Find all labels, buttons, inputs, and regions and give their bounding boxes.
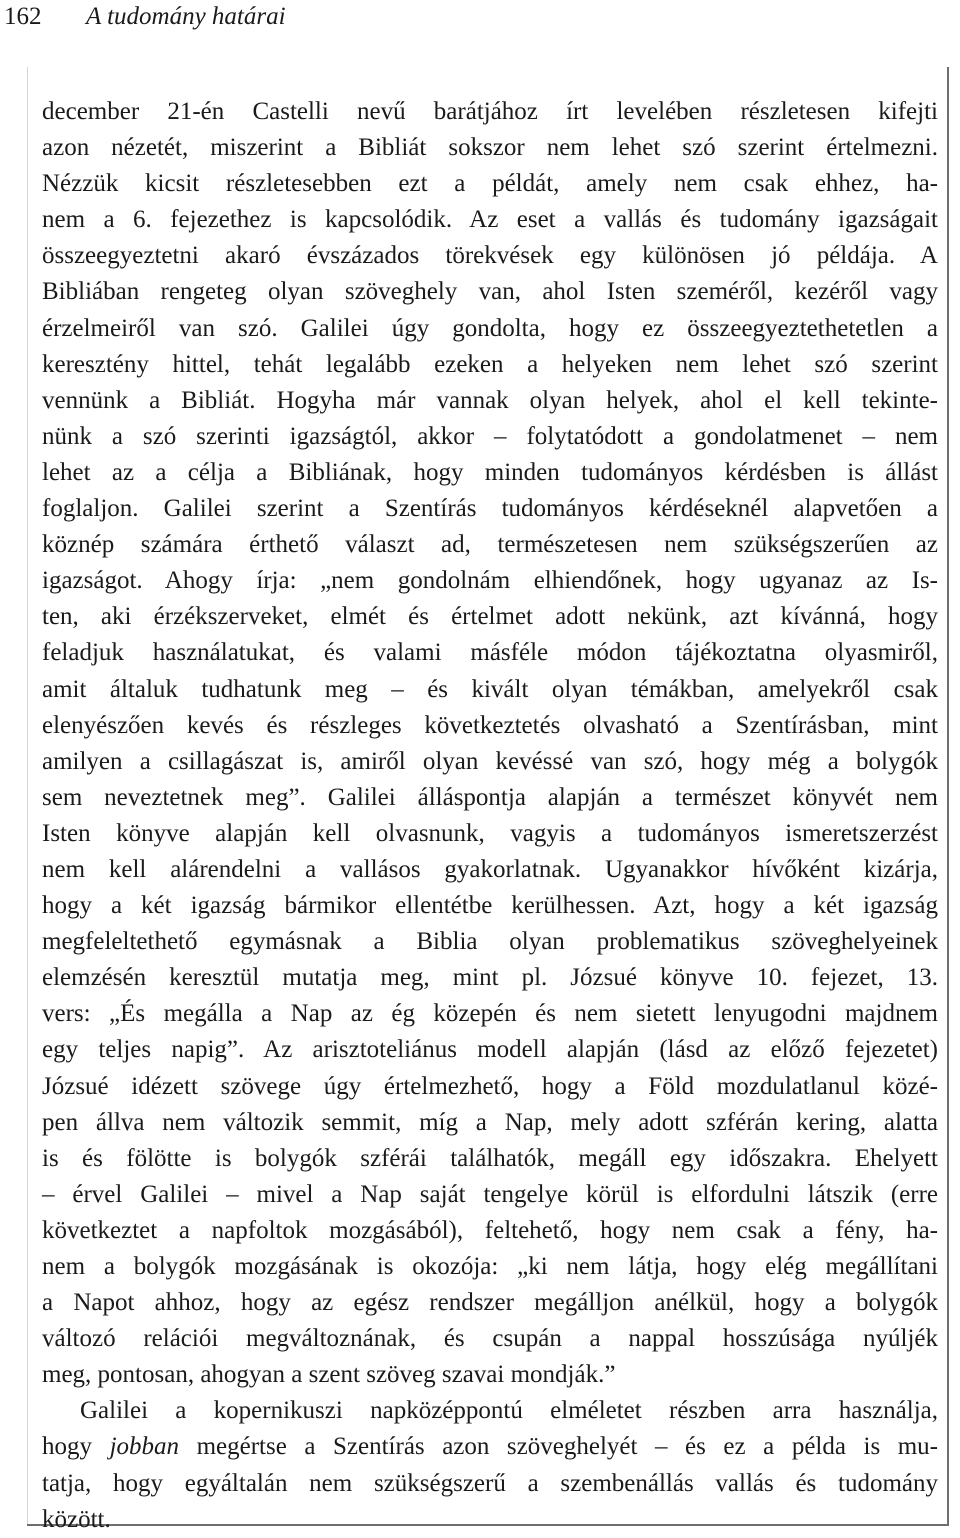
- page-number: 162: [4, 3, 42, 30]
- text-line: vennünk a Bibliát. Hogyha már vannak olyan helyek, ahol el kell tekinte-: [42, 386, 938, 414]
- text-line: következtet a napfoltok mozgásából), feltehető, hogy nem csak a fény, ha-: [42, 1216, 938, 1244]
- text-line: tatja, hogy egyáltalán nem szükségszerű a szembenállás vallás és tudomány: [42, 1469, 938, 1497]
- text-line: köznép számára érthető választ ad, természetesen nem szükségszerűen az: [42, 531, 938, 559]
- text-line: Nézzük kicsit részletesebben ezt a példát, amely nem csak ehhez, ha-: [42, 170, 938, 198]
- text-line: Galilei a kopernikuszi napközéppontú elméletet részben arra használja,: [80, 1397, 938, 1425]
- text-line: összeegyeztetni akaró évszázados törekvések egy különösen jó példája. A: [42, 242, 938, 270]
- text-line: lehet az a célja a Bibliának, hogy minden tudományos kérdésben is állást: [42, 458, 938, 486]
- text-line: nünk a szó szerinti igazságtól, akkor – folytatódott a gondolatmenet – nem: [42, 422, 938, 450]
- text-frame: [27, 67, 949, 1533]
- text-line: igazságot. Ahogy írja: „nem gondolnám elhiendőnek, hogy ugyanaz az Is-: [42, 567, 938, 595]
- text-line: megfeleltethető egymásnak a Biblia olyan problematikus szöveghelyeinek: [42, 928, 938, 956]
- text-line: feladjuk használatukat, és valami másféle módon tájékoztatna olyasmiről,: [42, 639, 938, 667]
- text-line: [42, 1429, 938, 1465]
- text-line: vers: „És megálla a Nap az ég közepén és nem sietett lenyugodni majdnem: [42, 1000, 938, 1028]
- text-line: – érvel Galilei – mivel a Nap saját tengelye körül is elfordulni látszik (erre: [42, 1180, 938, 1208]
- text-line: elenyészően kevés és részleges következtetés olvasható a Szentírásban, mint: [42, 711, 938, 739]
- text-line: Józsué idézett szövege úgy értelmezhető, hogy a Föld mozdulatlanul közé-: [42, 1072, 938, 1100]
- text-line: december 21-én Castelli nevű barátjához írt levelében részletesen kifejti: [42, 98, 938, 125]
- text-line: változó relációi megváltoznának, és csupán a nappal hosszúsága nyúljék: [42, 1325, 938, 1353]
- text-line: meg, pontosan, ahogyan a szent szöveg szavai mondják.”: [42, 1361, 616, 1389]
- text-line: pen állva nem változik semmit, míg a Nap, mely adott szférán kering, alatta: [42, 1108, 938, 1136]
- paragraph-2: [42, 1393, 938, 1537]
- text-line: amit általuk tudhatunk meg – és kivált olyan témákban, amelyekről csak: [42, 675, 938, 703]
- text-line: Isten könyve alapján kell olvasnunk, vagyis a tudományos ismeretszerzést: [42, 819, 938, 847]
- text-line: között.: [42, 1505, 111, 1533]
- paragraph-1: [42, 94, 938, 1393]
- running-header: [0, 0, 960, 34]
- body-text: [42, 94, 938, 1538]
- text-line: a Napot ahhoz, hogy az egész rendszer megálljon anélkül, hogy a bolygók: [42, 1289, 938, 1317]
- running-title: A tudomány határai: [86, 3, 286, 30]
- text-line: nem a bolygók mozgásának is okozója: „ki nem látja, hogy elég megállítani: [42, 1253, 938, 1280]
- text-line: érzelmeiről van szó. Galilei úgy gondolta, hogy ez összeegyeztethetetlen a: [42, 314, 938, 342]
- text-line: amilyen a csillagászat is, amiről olyan kevéssé van szó, hogy még a bolygók: [42, 747, 938, 775]
- text-line: azon nézetét, miszerint a Bibliát sokszor nem lehet szó szerint értelmezni.: [42, 134, 938, 162]
- text-line: hogy a két igazság bármikor ellentétbe kerülhessen. Azt, hogy a két igazság: [42, 892, 938, 920]
- text-line: foglaljon. Galilei szerint a Szentírás tudományos kérdéseknél alapvetően a: [42, 495, 938, 523]
- text-line: sem neveztetnek meg”. Galilei álláspontja alapján a természet könyvét nem: [42, 783, 938, 811]
- text-line: nem a 6. fejezethez is kapcsolódik. Az eset a vallás és tudomány igazságait: [42, 206, 938, 234]
- text-run: hogy: [42, 1433, 110, 1461]
- text-line: ten, aki érzékszerveket, elmét és értelmet adott nekünk, azt kívánná, hogy: [42, 603, 938, 631]
- emphasized-word: jobban: [109, 1433, 180, 1461]
- text-line: keresztény hittel, tehát legalább ezeken a helyeken nem lehet szó szerint: [42, 350, 938, 378]
- text-line: elemzésén keresztül mutatja meg, mint pl. Józsué könyve 10. fejezet, 13.: [42, 964, 938, 992]
- text-line: is és fölötte is bolygók szférái találhatók, megáll egy időszakra. Ehelyett: [42, 1144, 938, 1172]
- text-run: megértse a Szentírás azon szöveghelyét – és ez a példa is mu-: [179, 1433, 939, 1461]
- text-line: Bibliában rengeteg olyan szöveghely van, ahol Isten szeméről, kezéről vagy: [42, 278, 938, 306]
- text-line: egy teljes napig”. Az arisztoteliánus modell alapján (lásd az előző fejezetet): [42, 1036, 938, 1064]
- text-line: nem kell alárendelni a vallásos gyakorlatnak. Ugyanakkor hívőként kizárja,: [42, 855, 938, 883]
